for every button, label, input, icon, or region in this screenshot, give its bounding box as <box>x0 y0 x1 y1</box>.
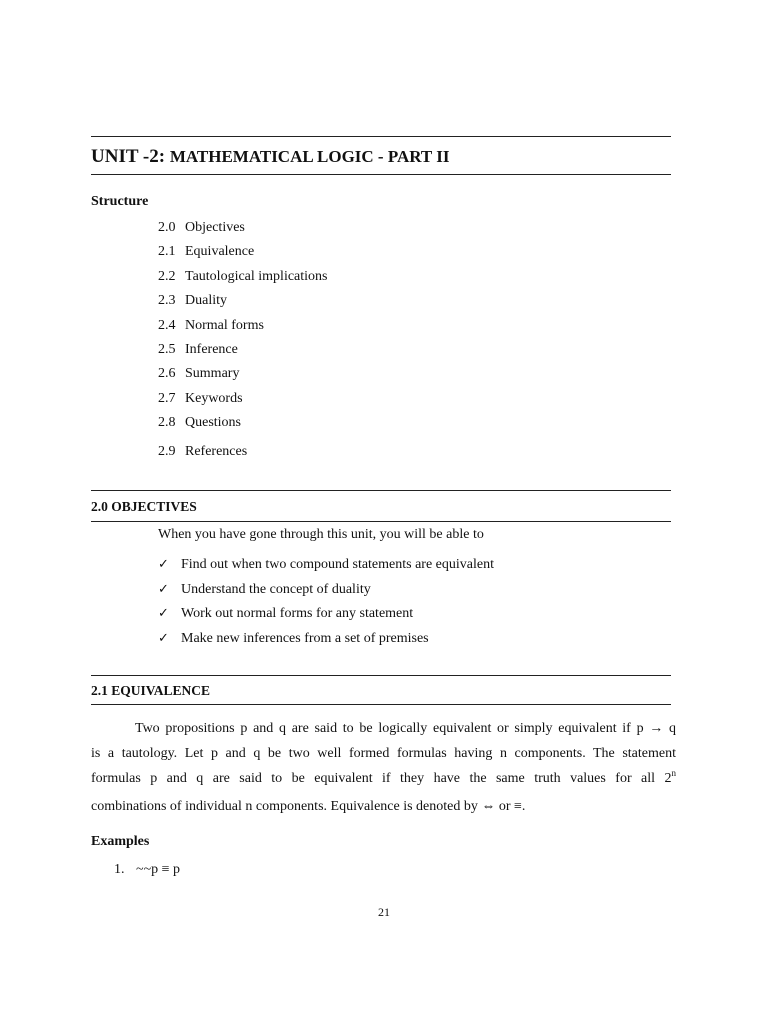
structure-item-label: Summary <box>185 366 240 382</box>
structure-item <box>158 364 328 388</box>
objectives-heading: 2.0 OBJECTIVES <box>91 499 197 514</box>
structure-item-label: Duality <box>185 293 227 309</box>
structure-item-label: Questions <box>185 415 241 431</box>
title-bottom-rule <box>91 174 671 175</box>
structure-item <box>158 291 328 315</box>
objectives-list <box>158 555 494 653</box>
structure-item-number: 2.6 <box>158 366 176 382</box>
structure-item <box>158 340 328 364</box>
structure-item-number: 2.0 <box>158 220 176 235</box>
example-formula: ~~p ≡ p <box>136 862 181 877</box>
paragraph-line-3 <box>91 767 676 792</box>
paragraph-line-1: Two propositions p and q are said to be logically equivalent or simply equivalent if p → q <box>135 721 676 736</box>
structure-item <box>158 218 328 242</box>
objective-item <box>158 580 494 605</box>
objectives-intro: When you have gone through this unit, you will be able to <box>158 527 484 542</box>
structure-item-label: Inference <box>185 341 238 357</box>
superscript-n: n <box>671 767 676 778</box>
structure-item-number: 2.4 <box>158 317 176 333</box>
paragraph-line-4: combinations of individual n components. Equivalence is denoted by ⇔ or ≡. <box>91 799 526 815</box>
unit-title-number: UNIT -2: <box>91 146 170 167</box>
structure-item-label: Tautological implications <box>185 268 328 284</box>
structure-item-label: Normal forms <box>185 317 264 333</box>
structure-item-label: Equivalence <box>185 244 255 260</box>
structure-item <box>158 389 328 413</box>
structure-item-number: 2.1 <box>158 244 176 260</box>
equivalence-heading: 2.1 EQUIVALENCE <box>91 683 211 698</box>
structure-item-number: 2.8 <box>158 415 176 431</box>
structure-item-label: Keywords <box>185 390 243 406</box>
structure-item <box>158 316 328 340</box>
structure-item <box>158 413 328 437</box>
structure-item <box>158 267 328 291</box>
example-item-1 <box>114 862 180 878</box>
unit-title-text: MATHEMATICAL LOGIC - PART II <box>169 147 450 166</box>
objective-item <box>158 604 494 629</box>
checkmark-icon: ✓ <box>158 630 169 646</box>
examples-heading: Examples <box>91 834 150 849</box>
paragraph-line-2: is a tautology. Let p and q be two well formed formulas having n components. The statement <box>91 745 676 761</box>
structure-item-number: 2.5 <box>158 341 176 357</box>
objective-text: Find out when two compound statements are equivalent <box>181 557 494 572</box>
objective-item <box>158 629 494 654</box>
equivalence-bottom-rule <box>91 704 671 705</box>
unit-title <box>91 146 449 168</box>
objectives-top-rule <box>91 490 671 491</box>
checkmark-icon: ✓ <box>158 557 169 572</box>
objective-item <box>158 555 494 580</box>
objective-text: Understand the concept of duality <box>181 581 371 597</box>
paragraph-line-3-text: formulas p and q are said to be equivalent if they have the same truth values for all 2 <box>91 770 672 786</box>
structure-list <box>158 218 328 466</box>
structure-item <box>158 242 328 266</box>
equivalence-paragraph <box>91 717 676 820</box>
structure-item-number: 2.3 <box>158 293 176 309</box>
checkmark-icon: ✓ <box>158 581 169 597</box>
objectives-bottom-rule <box>91 521 671 522</box>
structure-item-number: 2.9 <box>158 443 176 459</box>
objective-text: Make new inferences from a set of premises <box>181 630 429 646</box>
top-rule <box>91 136 671 137</box>
structure-item-number: 2.7 <box>158 390 176 406</box>
structure-heading: Structure <box>91 194 149 209</box>
equivalence-top-rule <box>91 675 671 676</box>
objective-text: Work out normal forms for any statement <box>181 606 414 621</box>
example-number: 1. <box>114 862 125 877</box>
structure-item-number: 2.2 <box>158 268 176 284</box>
checkmark-icon: ✓ <box>158 606 169 621</box>
structure-item-label: Objectives <box>185 220 245 235</box>
structure-item-label: References <box>185 443 248 459</box>
structure-item <box>158 442 328 466</box>
page-number: 21 <box>378 905 390 919</box>
